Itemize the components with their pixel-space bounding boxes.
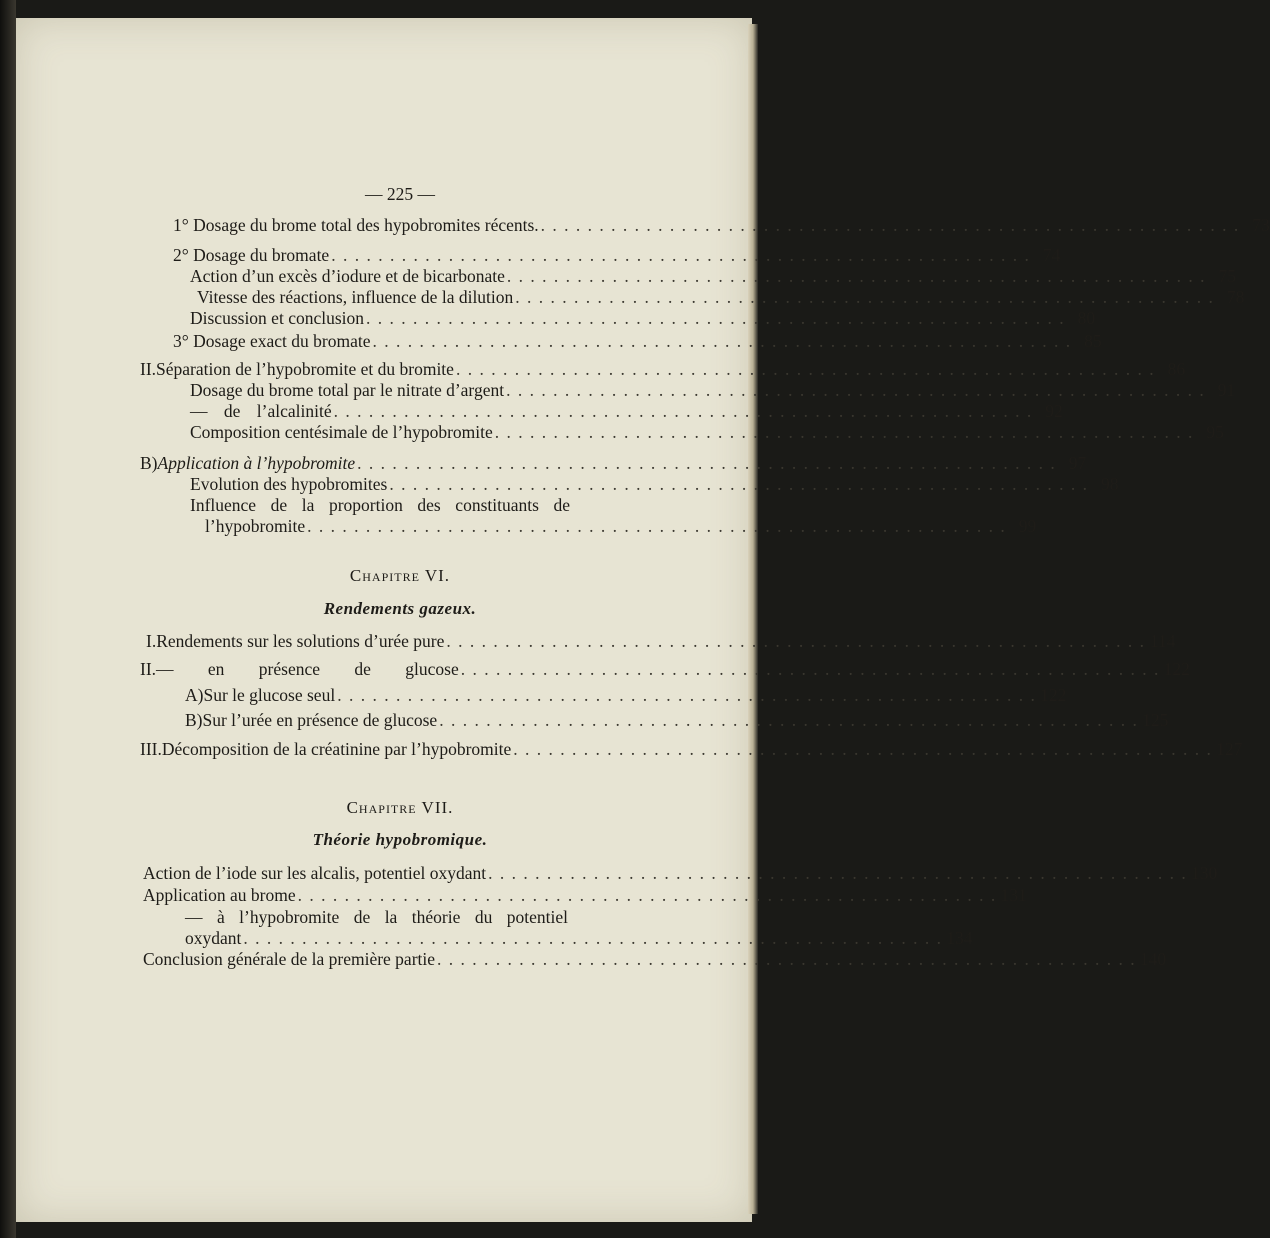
- toc-entry: 2° Dosage du bromate . . . . . . . . . . . . . . . . . . . . . . . . . . . . . . . . . . . . . . . . . . . . . . . . . . . . . . . . . . . . 74: [173, 245, 1061, 265]
- toc-entry: — de l’alcalinité . . . . . . . . . . . . . . . . . . . . . . . . . . . . . . . . . . . . . . . . . . . . . . . . . . . . . . . . . . . . 92: [190, 401, 1063, 421]
- chapter-subtitle: Rendements gazeux.: [323, 599, 477, 618]
- chapter-subtitle: Théorie hypobromique.: [312, 830, 488, 849]
- toc-entry: II. — en présence de glucose . . . . . . . . . . . . . . . . . . . . . . . . . . . . . . . . . . . . . . . . . . . . . . . . . . . . . . . . . . . . 122: [140, 659, 1190, 679]
- toc-entry: II. Séparation de l’hypobromite et du bromite . . . . . . . . . . . . . . . . . . . . . . . . . . . . . . . . . . . . . . . . . . . . . . . . . . . . . . . . . . . . 86: [140, 359, 1186, 379]
- toc-entry: Dosage du brome total par le nitrate d’argent . . . . . . . . . . . . . . . . . . . . . . . . . . . . . . . . . . . . . . . . . . . . . . . . . . . . . . . . . . . . 91: [190, 380, 1236, 400]
- toc-entry: Action d’un excès d’iodure et de bicarbonate . . . . . . . . . . . . . . . . . . . . . . . . . . . . . . . . . . . . . . . . . . . . . . . . . . . . . . . . . . . . 75: [190, 266, 1236, 286]
- toc-entry: I. Rendements sur les solutions d’urée pure . . . . . . . . . . . . . . . . . . . . . . . . . . . . . . . . . . . . . . . . . . . . . . . . . . . . . . . . . . . . 114: [146, 631, 1176, 651]
- page-number: — 225 —: [365, 184, 435, 204]
- toc-entry: Vitesse des réactions, influence de la dilution . . . . . . . . . . . . . . . . . . . . . . . . . . . . . . . . . . . . . . . . . . . . . . . . . . . . . . . . . . . . 78: [197, 287, 1245, 307]
- toc-entry: B) Sur l’urée en présence de glucose . . . . . . . . . . . . . . . . . . . . . . . . . . . . . . . . . . . . . . . . . . . . . . . . . . . . . . . . . . . . 125: [185, 710, 1169, 730]
- toc-entry: l’hypobromite . . . . . . . . . . . . . . . . . . . . . . . . . . . . . . . . . . . . . . . . . . . . . . . . . . . . . . . . . . . . 99: [205, 516, 1037, 536]
- toc-entry: Application au brome . . . . . . . . . . . . . . . . . . . . . . . . . . . . . . . . . . . . . . . . . . . . . . . . . . . . . . . . . . . . 131: [143, 885, 1027, 905]
- toc-entry: Conclusion générale de la première partie . . . . . . . . . . . . . . . . . . . . . . . . . . . . . . . . . . . . . . . . . . . . . . . . . . . . . . . . . . . . 140: [143, 949, 1167, 969]
- toc-entry: Action de l’iode sur les alcalis, potentiel oxydant . . . . . . . . . . . . . . . . . . . . . . . . . . . . . . . . . . . . . . . . . . . . . . . . . . . . . . . . . . . . 130: [143, 863, 1218, 883]
- chapter-heading: Chapitre VI.: [349, 566, 451, 585]
- toc-entry: 1° Dosage du brome total des hypobromites récents. . . . . . . . . . . . . . . . . . . . . . . . . . . . . . . . . . . . . . . . . . . . . . . . . . . . . . . . . . . . . 73: [173, 215, 1270, 235]
- toc-entry: — à l’hypobromite de la théorie du potentiel: [185, 907, 568, 927]
- toc-entry: A) Sur le glucose seul . . . . . . . . . . . . . . . . . . . . . . . . . . . . . . . . . . . . . . . . . . . . . . . . . . . . . . . . . . . . 122: [185, 685, 1067, 705]
- toc-entry: Discussion et conclusion . . . . . . . . . . . . . . . . . . . . . . . . . . . . . . . . . . . . . . . . . . . . . . . . . . . . . . . . . . . . 80: [190, 308, 1096, 328]
- toc-entry: III. Décomposition de la créatinine par l’hypobromite . . . . . . . . . . . . . . . . . . . . . . . . . . . . . . . . . . . . . . . . . . . . . . . . . . . . . . . . . . . . 127: [140, 739, 1243, 759]
- toc-entry: B) Application à l’hypobromite . . . . . . . . . . . . . . . . . . . . . . . . . . . . . . . . . . . . . . . . . . . . . . . . . . . . . . . . . . . . 97: [140, 453, 1087, 473]
- toc-entry: Influence de la proportion des constituants de: [190, 495, 570, 515]
- toc-entry: 3° Dosage exact du bromate . . . . . . . . . . . . . . . . . . . . . . . . . . . . . . . . . . . . . . . . . . . . . . . . . . . . . . . . . . . . 85: [173, 331, 1102, 351]
- toc-entry: Evolution des hypobromites . . . . . . . . . . . . . . . . . . . . . . . . . . . . . . . . . . . . . . . . . . . . . . . . . . . . . . . . . . . . 98: [190, 474, 1119, 494]
- toc-entry: Composition centésimale de l’hypobromite . . . . . . . . . . . . . . . . . . . . . . . . . . . . . . . . . . . . . . . . . . . . . . . . . . . . . . . . . . . . 95: [190, 422, 1224, 442]
- chapter-heading: Chapitre VII.: [346, 798, 454, 817]
- toc-entry: oxydant . . . . . . . . . . . . . . . . . . . . . . . . . . . . . . . . . . . . . . . . . . . . . . . . . . . . . . . . . . . . 134: [185, 928, 973, 948]
